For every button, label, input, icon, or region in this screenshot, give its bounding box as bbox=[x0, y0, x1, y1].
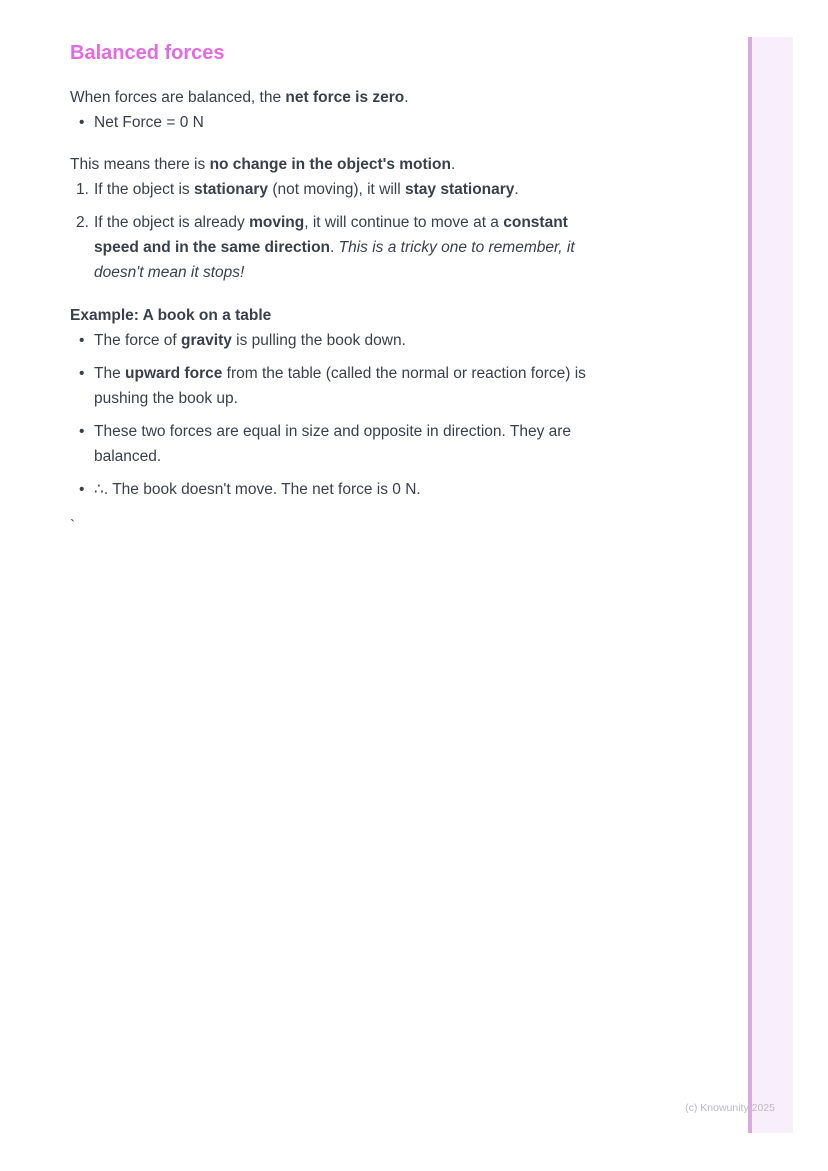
list-item bbox=[70, 361, 596, 411]
list-item-text: If the object is stationary (not moving), it will stay stationary. bbox=[94, 181, 519, 198]
numbered-item-2 bbox=[70, 210, 596, 285]
numbered-item-1 bbox=[70, 177, 596, 202]
list-item bbox=[70, 110, 596, 135]
list-item-text: ∴. The book doesn't move. The net force is 0 N. bbox=[94, 481, 421, 498]
list-item bbox=[70, 328, 596, 353]
item-number: 2. bbox=[76, 214, 89, 231]
list-item-text: These two forces are equal in size and opposite in direction. They are balanced. bbox=[94, 423, 572, 465]
item-number: 1. bbox=[76, 181, 89, 198]
example-heading: Example: A book on a table bbox=[70, 307, 272, 324]
copyright-watermark: (c) Knowunity 2025 bbox=[685, 1102, 775, 1114]
list-item bbox=[70, 477, 596, 502]
paragraph-motion: This means there is no change in the object's motion. bbox=[70, 156, 456, 173]
list-item-text: If the object is already moving, it will continue to move at a constant speed and in the same direction. This is a tricky one to remember, it doesn't mean it stops! bbox=[94, 214, 575, 281]
paragraph-intro: When forces are balanced, the net force is zero. bbox=[70, 89, 409, 106]
bullet-icon: • bbox=[79, 332, 85, 349]
section-title: Balanced forces bbox=[70, 42, 225, 64]
example-bullet-list bbox=[70, 328, 596, 502]
bullet-icon: • bbox=[79, 423, 85, 440]
list-item bbox=[70, 419, 596, 469]
list-item-text: The force of gravity is pulling the book down. bbox=[94, 332, 406, 349]
bullet-icon: • bbox=[79, 481, 85, 498]
numbered-list bbox=[70, 177, 596, 285]
list-item-text: Net Force = 0 N bbox=[94, 114, 204, 131]
list-item-text: The upward force from the table (called the normal or reaction force) is pushing the book up. bbox=[94, 365, 586, 407]
bullet-icon: • bbox=[79, 114, 85, 131]
accent-stripe bbox=[748, 37, 793, 1133]
net-force-list bbox=[70, 110, 596, 135]
note-content bbox=[70, 40, 596, 539]
bullet-icon: • bbox=[79, 365, 85, 382]
stray-backtick: ` bbox=[70, 518, 76, 535]
